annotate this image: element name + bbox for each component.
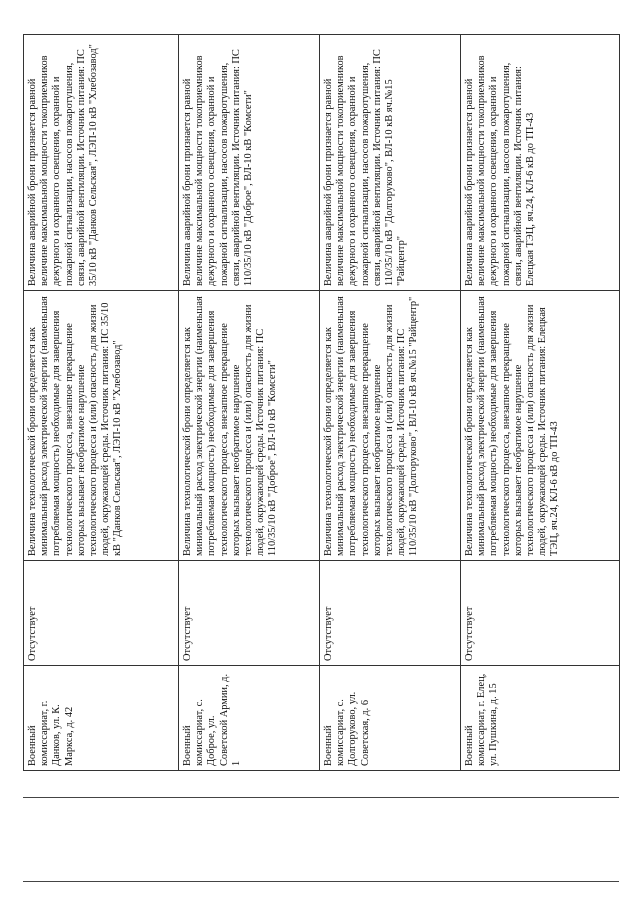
org-cell: Военный комиссариат, г. Елец, ул. Пушкина, д. 15: [461, 666, 620, 771]
table-row: [320, 35, 461, 771]
org-cell: Военный комиссариат, с. Доброе, ул. Советской Армии, д. 1: [179, 666, 320, 771]
tech-reserve-cell: Величина технологической брони определяется как минимальный расход электрической энергии (наименьшая потребляемая мощность) необходимые для завершения технологического процесса, внезапное прекращение которых вызывает необратимое нарушение технологического процесса и (или) опасность для жизни людей, окружающей среды. Источник питания: ПС 35/10 кВ "Данков Сельская", ЛЭП-10 кВ "Хлебозавод": [24, 291, 179, 561]
tech-reserve-cell: Величина технологической брони определяется как минимальный расход электрической энергии (наименьшая потребляемая мощность) необходимые для завершения технологического процесса, внезапное прекращение которых вызывает необратимое нарушение технологического процесса и (или) опасность для жизни людей, окружающей среды. Источник питания: ПС 110/35/10 кВ "Долгоруково", ВЛ-10 кВ яч.№15 "Райцентр": [320, 291, 461, 561]
power-reserve-table: [23, 34, 620, 771]
emergency-reserve-cell: Величина аварийной брони признается равной величине максимальной мощности токоприемников дежурного и охранного освещения, охранной и пожарной сигнализации, насосов пожаротушения, связи, аварийной вентиляции. Источник питания: ПС 35/10 кВ "Данков Сельская", ЛЭП-10 кВ "Хлебозавод": [24, 35, 179, 291]
emergency-reserve-cell: Величина аварийной брони признается равной величине максимальной мощности токоприемников дежурного и охранного освещения, охранной и пожарной сигнализации, насосов пожаротушения, связи, аварийной вентиляции. Источник питания: Елецкая ТЭЦ, яч.24, КЛ-6 кВ до ТП-43: [461, 35, 620, 291]
org-cell: Военный комиссариат, г. Данков, ул. К. Маркса, д. 42: [24, 666, 179, 771]
emergency-reserve-cell: Величина аварийной брони признается равной величине максимальной мощности токоприемников дежурного и охранного освещения, охранной и пожарной сигнализации, насосов пожаротушения, связи, аварийной вентиляции. Источник питания: ПС 110/35/10 кВ "Долгоруково", ВЛ-10 кВ яч.№15 "Райцентр": [320, 35, 461, 291]
own-source-cell: Отсутствует: [24, 561, 179, 666]
own-source-cell: Отсутствует: [461, 561, 620, 666]
table-row: [24, 35, 179, 771]
org-cell: Военный комиссариат, с. Долгоруково, ул. Советская, д. 6: [320, 666, 461, 771]
tech-reserve-cell: Величина технологической брони определяется как минимальный расход электрической энергии (наименьшая потребляемая мощность) необходимые для завершения технологического процесса, внезапное прекращение которых вызывает необратимое нарушение технологического процесса и (или) опасность для жизни людей, окружающей среды. Источник питания: Елецкая ТЭЦ, яч.24, КЛ-6 кВ до ТП-43: [461, 291, 620, 561]
emergency-reserve-cell: Величина аварийной брони признается равной величине максимальной мощности токоприемников дежурного и охранного освещения, охранной и пожарной сигнализации, насосов пожаротушения, связи, аварийной вентиляции. Источник питания: ПС 110/35/10 кВ "Доброе", ВЛ-10 кВ "Комсети": [179, 35, 320, 291]
table-row: [179, 35, 320, 771]
table-row: [461, 35, 620, 771]
own-source-cell: Отсутствует: [179, 561, 320, 666]
own-source-cell: Отсутствует: [320, 561, 461, 666]
tech-reserve-cell: Величина технологической брони определяется как минимальный расход электрической энергии (наименьшая потребляемая мощность) необходимые для завершения технологического процесса, внезапное прекращение которых вызывает необратимое нарушение технологического процесса и (или) опасность для жизни людей, окружающей среды. Источник питания: ПС 110/35/10 кВ "Доброе", ВЛ-10 кВ "Комсети": [179, 291, 320, 561]
